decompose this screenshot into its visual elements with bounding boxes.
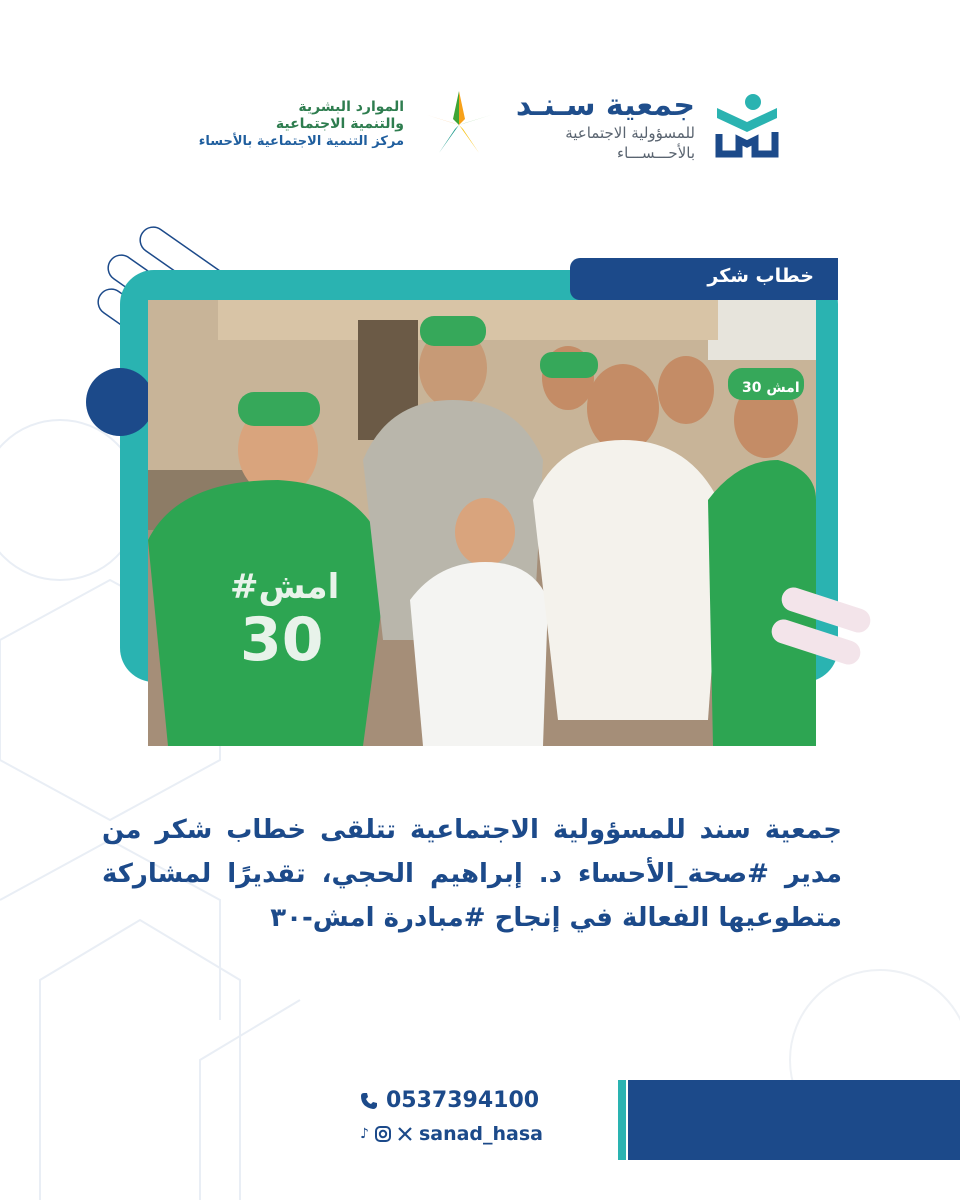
social-handle[interactable]: sanad_hasa	[418, 1123, 543, 1145]
x-icon[interactable]	[397, 1126, 413, 1142]
phone-icon	[360, 1092, 378, 1110]
sanad-subtitle-1: للمسؤولية الاجتماعية	[565, 124, 695, 142]
headline: جمعية سند للمسؤولية الاجتماعية تتلقى خطاب شكر من مدير #صحة_الأحساء د. إبراهيم الحجي، تقديرًا لمشاركة متطوعيها الفعالة في إنجاح #مبادرة امش-٣٠	[102, 815, 842, 933]
hrsd-line-3: مركز التنمية الاجتماعية بالأحساء	[198, 134, 404, 149]
event-photo-illustration	[148, 300, 816, 746]
hrsd-emblem-icon	[416, 88, 502, 162]
footer-accent-bar	[618, 1080, 626, 1160]
sanad-name: جمعية سـنـد	[515, 88, 695, 123]
tiktok-icon[interactable]: ♪	[360, 1126, 369, 1142]
instagram-icon[interactable]	[375, 1126, 391, 1142]
sanad-emblem-icon	[709, 88, 785, 164]
hrsd-logo	[199, 88, 502, 162]
cap-text-right: امش 30	[742, 380, 800, 396]
decorative-circle	[86, 368, 154, 436]
title-tab-label: خطاب شكر	[707, 265, 814, 287]
footer-bar	[628, 1080, 960, 1160]
social-row	[360, 1123, 560, 1145]
event-photo	[148, 300, 816, 746]
sanad-logo	[516, 88, 785, 164]
shirt-text-left: #امش	[230, 567, 340, 607]
title-tab	[570, 258, 838, 300]
phone-row	[360, 1088, 560, 1113]
hrsd-line-1: الموارد البشرية	[298, 99, 404, 115]
sanad-subtitle-2: بالأحـــســـاء	[617, 144, 695, 162]
shirt-number-left: 30	[240, 605, 324, 675]
sanad-logo-text	[516, 89, 695, 163]
contact-block	[360, 1088, 560, 1145]
phone-number[interactable]: 0537394100	[386, 1088, 540, 1113]
hrsd-logo-text	[199, 99, 404, 151]
hrsd-line-2: والتنمية الاجتماعية	[275, 116, 404, 132]
